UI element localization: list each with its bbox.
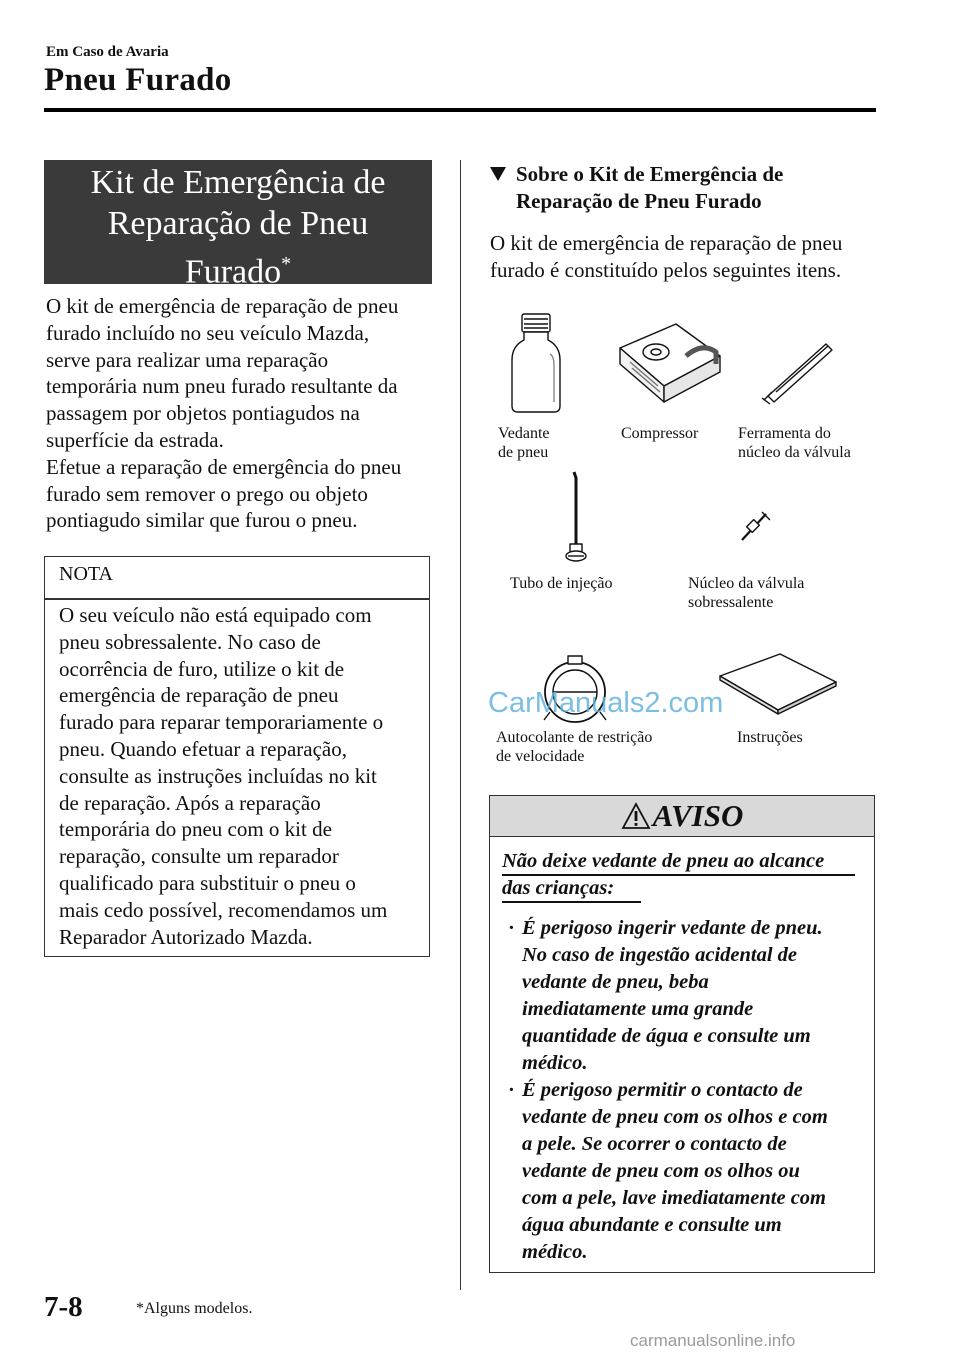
- bullet-dot-icon: ·: [508, 917, 515, 939]
- watermark: CarManuals2.com: [488, 687, 724, 719]
- warning-lead: Não deixe vedante de pneu ao alcance das crianças:: [502, 850, 825, 899]
- spare-valve-core-icon: [742, 512, 770, 540]
- intro-paragraph: O kit de emergência de reparação de pneu furado incluído no seu veículo Mazda, serve para realizar uma reparação temporária num pneu furado resultante da passagem por objetos pontiagudos na superfície da estrada. Efetue a reparação de emergência do pneu furado sem remover o prego ou objeto pontiagudo similar que furou o pneu.: [46, 294, 402, 533]
- sealant-bottle-icon: [512, 314, 560, 412]
- page-number: 7-8: [44, 1291, 83, 1323]
- warning-bullet-1: · É perigoso ingerir vedante de pneu. No caso de ingestão acidental de vedante de pneu, beba imediatamente uma grande quantidade de água e consulte um médico.: [508, 917, 823, 1074]
- triangle-bullet-icon: [490, 167, 506, 181]
- caption-sealant: Vedante de pneu: [498, 425, 550, 461]
- warning-box: [489, 795, 875, 1273]
- note-heading: NOTA: [59, 563, 113, 585]
- note-divider: [45, 598, 429, 600]
- note-body: O seu veículo não está equipado com pneu sobressalente. No caso de ocorrência de furo, utilize o kit de emergência de reparação de pneu furado para reparar temporariamente o pneu. Quando efetuar a reparação, consulte as instruções incluídas no kit de reparação. Após a reparação temporária do pneu com o kit de reparação, consulte um reparador qualificado para substituir o pneu o mais cedo possível, recomendamos um Reparador Autorizado Mazda.: [59, 603, 388, 949]
- caption-compressor: Compressor: [621, 425, 699, 442]
- warning-triangle-icon: [621, 802, 651, 830]
- lead-underline: [502, 874, 855, 876]
- compressor-icon: [620, 324, 720, 402]
- caption-valve-tool: Ferramenta do núcleo da válvula: [738, 425, 851, 461]
- site-watermark: carmanualsonline.info: [630, 1331, 796, 1350]
- injection-tube-icon: [566, 472, 586, 561]
- section-banner: [44, 160, 432, 291]
- title-rule: [44, 108, 876, 112]
- caption-injection-tube: Tubo de injeção: [510, 575, 613, 592]
- footnote: *Alguns modelos.: [136, 1300, 253, 1317]
- banner-line-3: Furado*: [184, 253, 292, 291]
- instructions-booklet-icon: [720, 654, 836, 714]
- page-title: Pneu Furado: [44, 62, 232, 98]
- section-label: Em Caso de Avaria: [46, 44, 169, 60]
- banner-line-1: Kit de Emergência de: [90, 164, 386, 201]
- valve-core-tool-icon: [762, 344, 832, 404]
- lead-underline: [502, 901, 641, 903]
- note-box: [44, 556, 430, 957]
- footnote-marker: *: [281, 253, 292, 275]
- caption-speed-sticker: Autocolante de restrição de velocidade: [496, 729, 653, 765]
- kit-description: O kit de emergência de reparação de pneu furado é constituído pelos seguintes itens.: [490, 231, 843, 282]
- caption-instructions: Instruções: [737, 729, 803, 746]
- bullet-dot-icon: ·: [508, 1079, 515, 1101]
- caption-spare-core: Núcleo da válvula sobressalente: [688, 575, 805, 611]
- warning-bullet-2: · É perigoso permitir o contacto de vedante de pneu com os olhos e com a pele. Se ocorrer o contacto de vedante de pneu com os olhos ou com a pele, lave imediatamente com água abundante e consulte um médico.: [508, 1079, 828, 1263]
- banner-line-2: Reparação de Pneu: [107, 205, 369, 242]
- column-divider: [460, 160, 461, 1290]
- warning-heading: AVISO: [490, 798, 874, 834]
